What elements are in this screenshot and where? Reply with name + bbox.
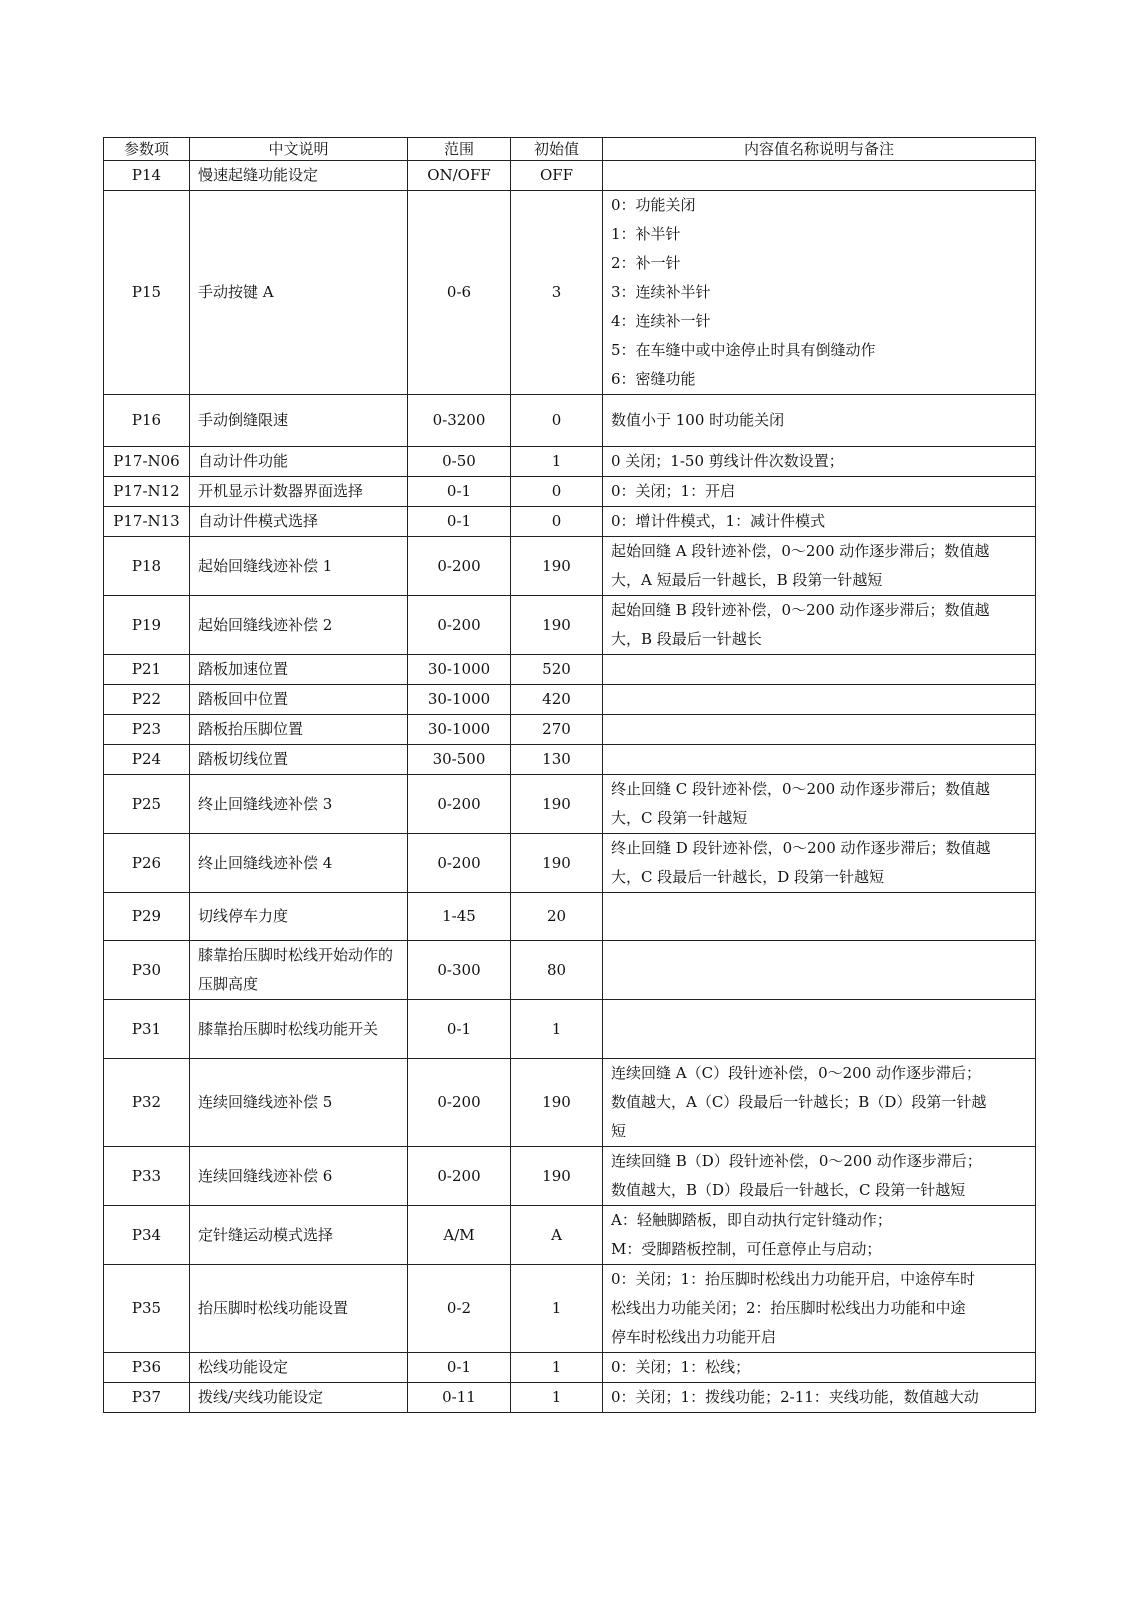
- table-row: [104, 655, 1036, 685]
- table-row: [104, 1147, 1036, 1206]
- initial-value-cell: 20: [511, 893, 603, 941]
- description-cell: 松线功能设定: [190, 1353, 408, 1383]
- table-row: [104, 745, 1036, 775]
- description-cell: 开机显示计数器界面选择: [190, 477, 408, 507]
- note-line: 5：在车缝中或中途停止时具有倒缝动作: [611, 341, 876, 359]
- note-line: 2：补一针: [611, 254, 681, 272]
- table-body: [104, 161, 1036, 1413]
- param-cell: P15: [104, 191, 190, 395]
- note-line: 数值小于 100 时功能关闭: [611, 411, 785, 429]
- table-row: [104, 395, 1036, 447]
- initial-value-cell: 190: [511, 1147, 603, 1206]
- initial-value-cell: 130: [511, 745, 603, 775]
- notes-cell: [603, 834, 1036, 893]
- table-row: [104, 715, 1036, 745]
- initial-value-cell: 1: [511, 447, 603, 477]
- range-cell: 1-45: [408, 893, 511, 941]
- param-cell: P23: [104, 715, 190, 745]
- notes-cell: [603, 161, 1036, 191]
- description-cell: 定针缝运动模式选择: [190, 1206, 408, 1265]
- parameter-table: [103, 137, 1036, 1413]
- description-cell: 终止回缝线迹补偿 4: [190, 834, 408, 893]
- notes-cell: [603, 1059, 1036, 1147]
- range-cell: 0-200: [408, 775, 511, 834]
- param-cell: P17-N13: [104, 507, 190, 537]
- initial-value-cell: 0: [511, 507, 603, 537]
- description-cell: 抬压脚时松线功能设置: [190, 1265, 408, 1353]
- note-line: 0：功能关闭: [611, 196, 696, 214]
- description-cell: 手动倒缝限速: [190, 395, 408, 447]
- range-cell: 0-300: [408, 941, 511, 1000]
- initial-value-cell: 1: [511, 1265, 603, 1353]
- table-row: [104, 477, 1036, 507]
- initial-value-cell: 190: [511, 1059, 603, 1147]
- param-cell: P31: [104, 1000, 190, 1059]
- notes-cell: [603, 447, 1036, 477]
- table-row: [104, 775, 1036, 834]
- note-line: 连续回缝 A（C）段针迹补偿，0～200 动作逐步滞后；: [611, 1064, 982, 1082]
- range-cell: ON/OFF: [408, 161, 511, 191]
- note-line: 大，C 段第一针越短: [611, 809, 748, 827]
- table-row: [104, 893, 1036, 941]
- range-cell: 30-500: [408, 745, 511, 775]
- initial-value-cell: 0: [511, 477, 603, 507]
- param-cell: P34: [104, 1206, 190, 1265]
- table-header-row: [104, 138, 1036, 161]
- table-row: [104, 161, 1036, 191]
- note-line: 4：连续补一针: [611, 312, 711, 330]
- initial-value-cell: 1: [511, 1353, 603, 1383]
- table-row: [104, 596, 1036, 655]
- notes-cell: [603, 1353, 1036, 1383]
- note-line: 6：密缝功能: [611, 370, 696, 388]
- range-cell: A/M: [408, 1206, 511, 1265]
- header-notes: 内容值名称说明与备注: [603, 138, 1036, 161]
- note-line: 终止回缝 C 段针迹补偿，0～200 动作逐步滞后；数值越: [611, 780, 990, 798]
- note-line: 0：关闭；1：抬压脚时松线出力功能开启，中途停车时: [611, 1270, 976, 1288]
- notes-cell: [603, 893, 1036, 941]
- note-line: 大，A 短最后一针越长，B 段第一针越短: [611, 571, 883, 589]
- table-row: [104, 834, 1036, 893]
- param-cell: P35: [104, 1265, 190, 1353]
- note-line: 大，B 段最后一针越长: [611, 630, 762, 648]
- header-description: 中文说明: [190, 138, 408, 161]
- range-cell: 0-6: [408, 191, 511, 395]
- param-cell: P16: [104, 395, 190, 447]
- description-cell: 膝靠抬压脚时松线开始动作的压脚高度: [190, 941, 408, 1000]
- param-cell: P17-N12: [104, 477, 190, 507]
- param-cell: P32: [104, 1059, 190, 1147]
- initial-value-cell: 190: [511, 775, 603, 834]
- initial-value-cell: 1: [511, 1000, 603, 1059]
- param-cell: P26: [104, 834, 190, 893]
- table-row: [104, 507, 1036, 537]
- param-cell: P22: [104, 685, 190, 715]
- table-row: [104, 941, 1036, 1000]
- table-row: [104, 1353, 1036, 1383]
- initial-value-cell: 80: [511, 941, 603, 1000]
- param-cell: P24: [104, 745, 190, 775]
- notes-cell: [603, 191, 1036, 395]
- initial-value-cell: 3: [511, 191, 603, 395]
- initial-value-cell: 1: [511, 1383, 603, 1413]
- table-row: [104, 1206, 1036, 1265]
- description-cell: 自动计件功能: [190, 447, 408, 477]
- table-row: [104, 1383, 1036, 1413]
- note-line: 数值越大，B（D）段最后一针越长，C 段第一针越短: [611, 1181, 966, 1199]
- note-line: 0：关闭；1：开启: [611, 482, 736, 500]
- initial-value-cell: 270: [511, 715, 603, 745]
- notes-cell: [603, 1000, 1036, 1059]
- range-cell: 0-200: [408, 834, 511, 893]
- param-cell: P33: [104, 1147, 190, 1206]
- note-line: 松线出力功能关闭；2：抬压脚时松线出力功能和中途: [611, 1299, 966, 1317]
- table-row: [104, 537, 1036, 596]
- initial-value-cell: 190: [511, 834, 603, 893]
- table-row: [104, 1000, 1036, 1059]
- range-cell: 0-200: [408, 1059, 511, 1147]
- param-cell: P18: [104, 537, 190, 596]
- notes-cell: [603, 1206, 1036, 1265]
- description-cell: 自动计件模式选择: [190, 507, 408, 537]
- description-cell: 踏板切线位置: [190, 745, 408, 775]
- notes-cell: [603, 941, 1036, 1000]
- description-cell: 起始回缝线迹补偿 2: [190, 596, 408, 655]
- notes-cell: [603, 507, 1036, 537]
- note-line: M：受脚踏板控制，可任意停止与启动；: [611, 1240, 882, 1258]
- range-cell: 30-1000: [408, 685, 511, 715]
- note-line: 起始回缝 A 段针迹补偿，0～200 动作逐步滞后；数值越: [611, 542, 990, 560]
- param-cell: P36: [104, 1353, 190, 1383]
- param-cell: P17-N06: [104, 447, 190, 477]
- param-cell: P25: [104, 775, 190, 834]
- range-cell: 0-50: [408, 447, 511, 477]
- range-cell: 0-1: [408, 507, 511, 537]
- notes-cell: [603, 1265, 1036, 1353]
- description-cell: 踏板抬压脚位置: [190, 715, 408, 745]
- initial-value-cell: 0: [511, 395, 603, 447]
- initial-value-cell: 420: [511, 685, 603, 715]
- initial-value-cell: 190: [511, 596, 603, 655]
- note-line: 停车时松线出力功能开启: [611, 1328, 777, 1346]
- param-cell: P21: [104, 655, 190, 685]
- range-cell: 0-3200: [408, 395, 511, 447]
- notes-cell: [603, 715, 1036, 745]
- range-cell: 30-1000: [408, 715, 511, 745]
- note-line: A：轻触脚踏板，即自动执行定针缝动作；: [611, 1211, 892, 1229]
- description-cell: 踏板回中位置: [190, 685, 408, 715]
- description-cell: 连续回缝线迹补偿 5: [190, 1059, 408, 1147]
- notes-cell: [603, 1383, 1036, 1413]
- note-line: 大，C 段最后一针越长，D 段第一针越短: [611, 868, 885, 886]
- table-row: [104, 191, 1036, 395]
- table-row: [104, 1265, 1036, 1353]
- description-cell: 切线停车力度: [190, 893, 408, 941]
- range-cell: 0-200: [408, 1147, 511, 1206]
- description-cell: 踏板加速位置: [190, 655, 408, 685]
- note-line: 短: [611, 1122, 627, 1140]
- description-cell: 连续回缝线迹补偿 6: [190, 1147, 408, 1206]
- note-line: 0：关闭；1：拨线功能；2-11：夹线功能，数值越大动: [611, 1388, 979, 1406]
- notes-cell: [603, 685, 1036, 715]
- description-cell: 膝靠抬压脚时松线功能开关: [190, 1000, 408, 1059]
- range-cell: 0-1: [408, 1000, 511, 1059]
- initial-value-cell: 190: [511, 537, 603, 596]
- range-cell: 0-1: [408, 477, 511, 507]
- notes-cell: [603, 596, 1036, 655]
- param-cell: P29: [104, 893, 190, 941]
- description-cell: 终止回缝线迹补偿 3: [190, 775, 408, 834]
- table-row: [104, 685, 1036, 715]
- header-initial-value: 初始值: [511, 138, 603, 161]
- header-range: 范围: [408, 138, 511, 161]
- note-line: 0 关闭；1-50 剪线计件次数设置；: [611, 452, 844, 470]
- notes-cell: [603, 537, 1036, 596]
- notes-cell: [603, 745, 1036, 775]
- note-line: 连续回缝 B（D）段针迹补偿，0～200 动作逐步滞后；: [611, 1152, 982, 1170]
- range-cell: 30-1000: [408, 655, 511, 685]
- param-cell: P14: [104, 161, 190, 191]
- range-cell: 0-200: [408, 596, 511, 655]
- note-line: 1：补半针: [611, 225, 681, 243]
- description-cell: 手动按键 A: [190, 191, 408, 395]
- notes-cell: [603, 1147, 1036, 1206]
- notes-cell: [603, 477, 1036, 507]
- param-cell: P30: [104, 941, 190, 1000]
- note-line: 0：增计件模式，1：减计件模式: [611, 512, 826, 530]
- note-line: 3：连续补半针: [611, 283, 711, 301]
- description-cell: 拨线/夹线功能设定: [190, 1383, 408, 1413]
- initial-value-cell: A: [511, 1206, 603, 1265]
- description-cell: 慢速起缝功能设定: [190, 161, 408, 191]
- range-cell: 0-200: [408, 537, 511, 596]
- table-row: [104, 447, 1036, 477]
- param-cell: P37: [104, 1383, 190, 1413]
- notes-cell: [603, 655, 1036, 685]
- initial-value-cell: OFF: [511, 161, 603, 191]
- note-line: 0：关闭；1：松线；: [611, 1358, 751, 1376]
- range-cell: 0-11: [408, 1383, 511, 1413]
- note-line: 终止回缝 D 段针迹补偿，0～200 动作逐步滞后；数值越: [611, 839, 991, 857]
- range-cell: 0-1: [408, 1353, 511, 1383]
- header-param: 参数项: [104, 138, 190, 161]
- range-cell: 0-2: [408, 1265, 511, 1353]
- table-row: [104, 1059, 1036, 1147]
- notes-cell: [603, 775, 1036, 834]
- note-line: 数值越大，A（C）段最后一针越长；B（D）段第一针越: [611, 1093, 987, 1111]
- initial-value-cell: 520: [511, 655, 603, 685]
- description-cell: 起始回缝线迹补偿 1: [190, 537, 408, 596]
- note-line: 起始回缝 B 段针迹补偿，0～200 动作逐步滞后；数值越: [611, 601, 990, 619]
- notes-cell: [603, 395, 1036, 447]
- param-cell: P19: [104, 596, 190, 655]
